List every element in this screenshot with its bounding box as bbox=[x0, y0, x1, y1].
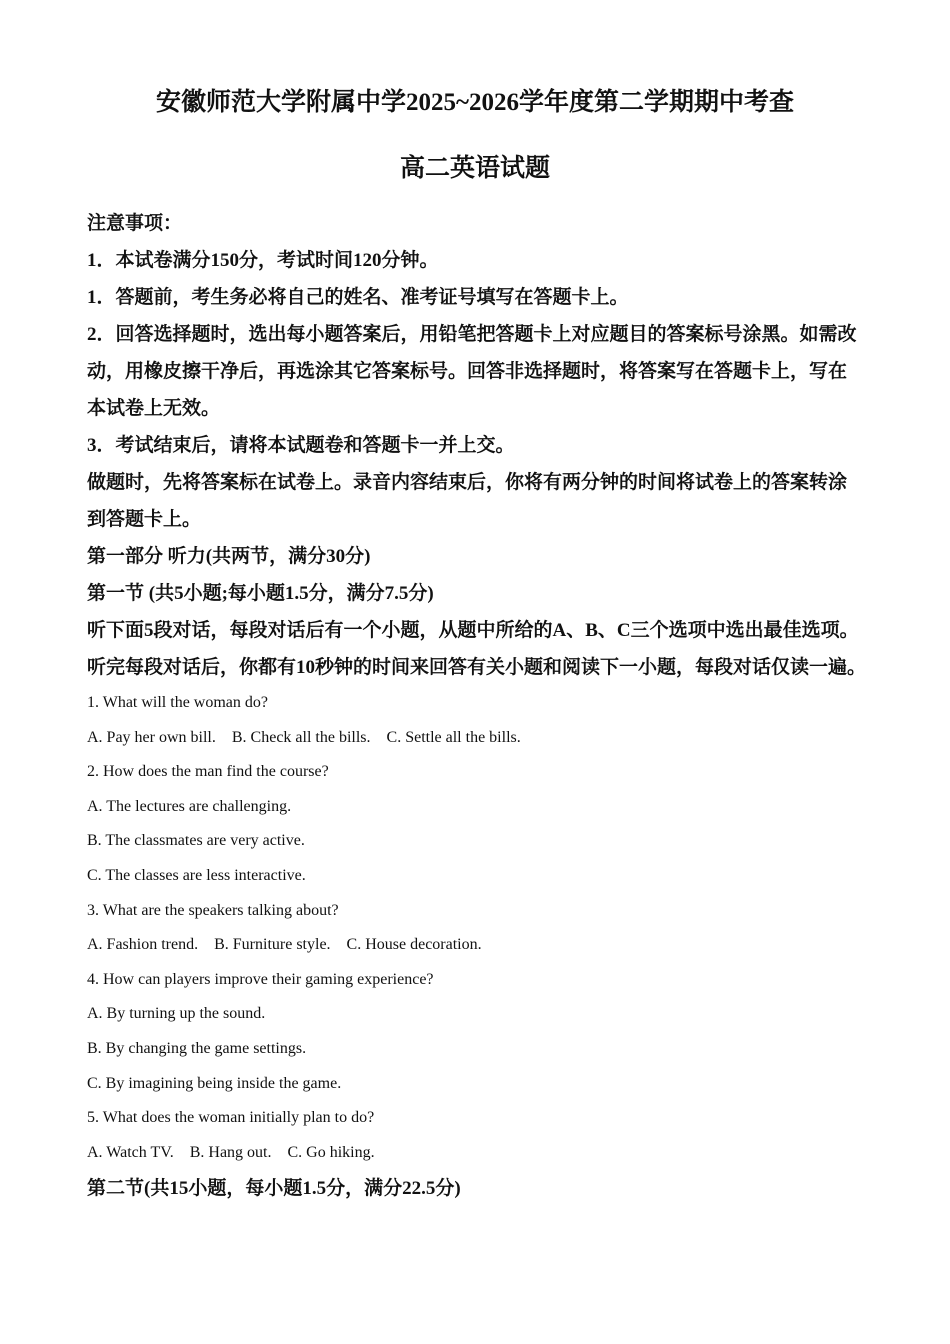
question-2-option-b: B. The classmates are very active. bbox=[87, 832, 305, 850]
notes-heading: 注意事项： bbox=[87, 213, 183, 234]
note-extra-line-2: 到答题卡上。 bbox=[87, 509, 202, 530]
exam-subtitle: 高二英语试题 bbox=[399, 155, 550, 182]
part1-heading: 第一部分 听力(共两节，满分30分) bbox=[87, 546, 371, 567]
question-4-option-b: B. By changing the game settings. bbox=[87, 1039, 307, 1057]
note-item-3-line-2: 动，用橡皮擦干净后，再选涂其它答案标号。回答非选择题时，将答案写在答题卡上，写在 bbox=[87, 361, 848, 382]
section1-instructions-line-1: 听下面5段对话，每段对话后有一个小题，从题中所给的A、B、C三个选项中选出最佳选项。 bbox=[87, 620, 859, 641]
note-item-1: 1．本试卷满分150分，考试时间120分钟。 bbox=[87, 250, 439, 271]
note-item-4: 3．考试结束后，请将本试题卷和答题卡一并上交。 bbox=[87, 435, 515, 456]
question-2: 2. How does the man find the course? bbox=[87, 763, 329, 781]
exam-title: 安徽师范大学附属中学2025~2026学年度第二学期期中考查 bbox=[155, 89, 794, 116]
question-2-option-a: A. The lectures are challenging. bbox=[87, 797, 292, 815]
question-4: 4. How can players improve their gaming experience? bbox=[87, 970, 434, 988]
note-extra-line-1: 做题时，先将答案标在试卷上。录音内容结束后，你将有两分钟的时间将试卷上的答案转涂 bbox=[87, 472, 848, 493]
section1-instructions-line-2: 听完每段对话后，你都有10秒钟的时间来回答有关小题和阅读下一小题，每段对话仅读一遍。 bbox=[87, 657, 867, 678]
note-item-3-line-1: 2．回答选择题时，选出每小题答案后，用铅笔把答题卡上对应题目的答案标号涂黑。如需改 bbox=[87, 324, 857, 345]
question-4-option-c: C. By imagining being inside the game. bbox=[87, 1074, 342, 1092]
question-2-option-c: C. The classes are less interactive. bbox=[87, 866, 306, 884]
section1-heading: 第一节 (共5小题;每小题1.5分，满分7.5分) bbox=[87, 583, 434, 604]
note-item-3-line-3: 本试卷上无效。 bbox=[87, 398, 221, 419]
section2-heading: 第二节(共15小题，每小题1.5分，满分22.5分) bbox=[87, 1178, 461, 1200]
question-5-options: A. Watch TV. B. Hang out. C. Go hiking. bbox=[87, 1143, 375, 1161]
question-4-option-a: A. By turning up the sound. bbox=[87, 1005, 266, 1023]
exam-content bbox=[87, 205, 887, 1207]
question-5: 5. What does the woman initially plan to do? bbox=[87, 1109, 375, 1127]
question-1: 1. What will the woman do? bbox=[87, 694, 268, 711]
question-1-options: A. Pay her own bill. B. Check all the bills. C. Settle all the bills. bbox=[87, 728, 521, 746]
question-3: 3. What are the speakers talking about? bbox=[87, 901, 339, 919]
question-3-options: A. Fashion trend. B. Furniture style. C. House decoration. bbox=[87, 936, 482, 954]
note-item-2: 1．答题前，考生务必将自己的姓名、准考证号填写在答题卡上。 bbox=[87, 287, 629, 308]
